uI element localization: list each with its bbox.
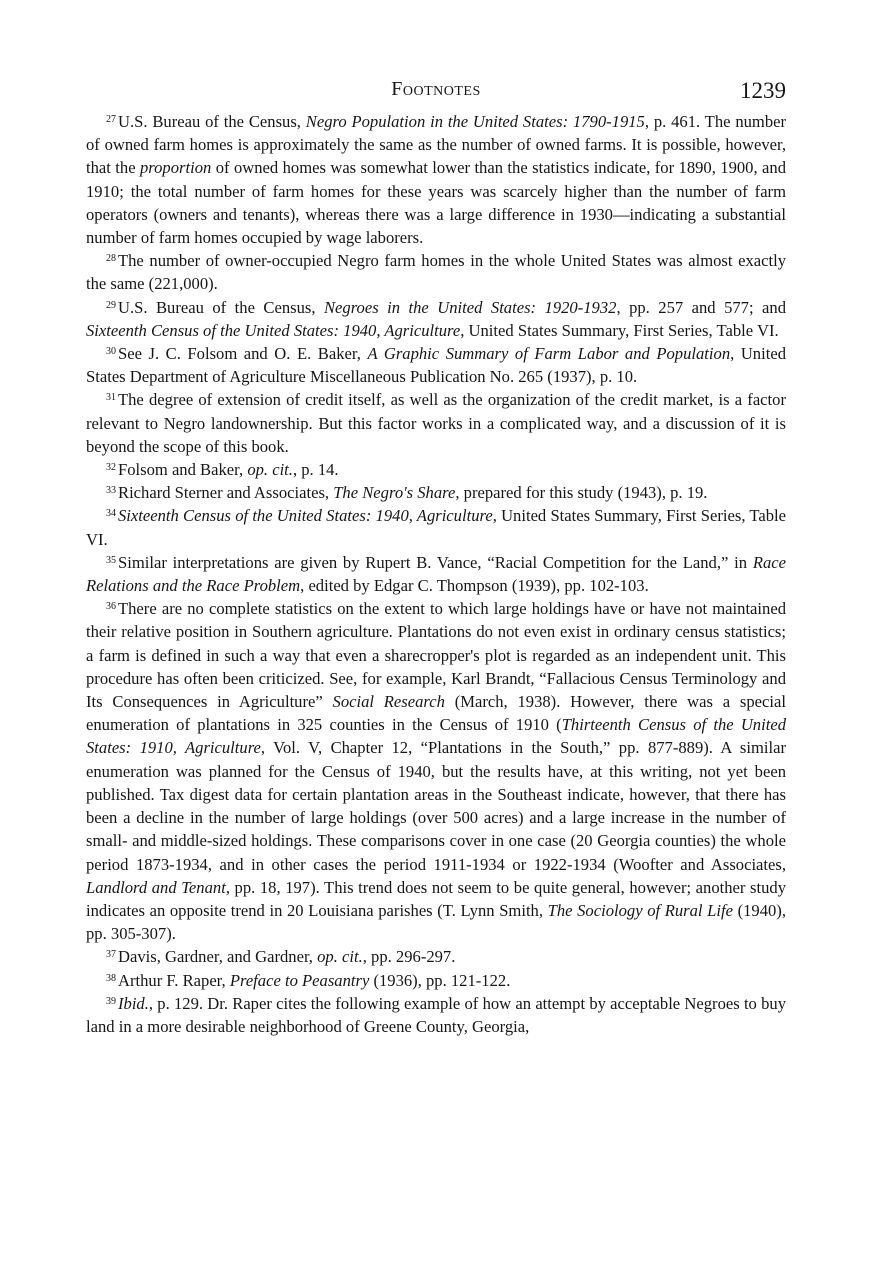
footnote-33 [86, 481, 786, 504]
italic-title: Sixteenth Census of the United States: 1940, Agriculture [118, 506, 493, 526]
italic-title: Thirteenth Census of the United States: 1910, Agriculture [86, 715, 786, 758]
footnote-text: U.S. Bureau of the Census, [118, 297, 324, 317]
footnote-37 [86, 945, 786, 968]
footnote-text: , pp. 257 and 577; and [616, 297, 787, 317]
footnote-text: U.S. Bureau of the Census, [118, 112, 306, 131]
footnote-34 [86, 504, 786, 550]
footnote-number: 38 [106, 972, 116, 984]
footnote-text: , prepared for this study (1943), p. 19. [455, 483, 708, 503]
document-page [86, 76, 786, 1038]
footnote-number: 39 [106, 995, 116, 1007]
footnote-text: Davis, Gardner, and Gardner, [118, 947, 318, 967]
footnote-text: , United States Summary, First Series, Table VI. [460, 320, 779, 340]
italic-title: The Negro's Share [333, 483, 456, 503]
footnote-35 [86, 551, 786, 597]
footnote-text: (1936), pp. 121-122. [369, 970, 511, 990]
footnote-30 [86, 342, 786, 388]
footnote-number: 33 [106, 485, 116, 497]
page-number: 1239 [740, 78, 786, 103]
footnote-text: , Vol. V, Chapter 12, “Plantations in the South,” pp. 877-889). A similar enumeration was planned for the Census of 1940, but the results have, at this writing, not yet been published. Tax digest data for certain plantation areas in the Southeast indicate, however, that there has been a decline in the number of large holdings (over 500 acres) and a large increase in the number of small- and middle-sized holdings. These comparisons cover in one case (20 Georgia counties) the whole period 1873-1934, and in other cases the period 1911-1934 or 1922-1934 (Woofter and Associates, [86, 738, 786, 874]
italic-title: Social Research [332, 692, 445, 712]
running-title: Footnotes [391, 78, 481, 100]
footnote-38 [86, 969, 786, 992]
footnote-number: 37 [106, 949, 116, 961]
footnote-number: 27 [106, 114, 116, 125]
footnote-number: 36 [106, 601, 116, 613]
footnote-32 [86, 458, 786, 481]
footnote-text: of owned homes was somewhat lower than the statistics indicate, for 1890, 1900, and 1910; the total number of farm homes for these years was scarcely higher than the number of farm operators (owners and tenants), whereas there was a large difference in 1930—indicating a substantial number of farm homes occupied by wage laborers. [86, 158, 786, 248]
footnote-text: Folsom and Baker, [118, 460, 248, 480]
footnote-text: See J. C. Folsom and O. E. Baker, [118, 344, 368, 364]
footnote-text: , p. 14. [292, 460, 339, 480]
italic-title: Negroes in the United States: 1920-1932 [323, 297, 617, 317]
footnote-text: (March, 1938). However, there was a special enumeration of plantations in 325 counties in the Census of 1910 ( [86, 692, 786, 735]
footnote-text: Richard Sterner and Associates, [118, 483, 334, 503]
footnote-text: The number of owner-occupied Negro farm homes in the whole United States was almost exactly the same (221,000). [86, 251, 786, 294]
footnote-text: , United States Summary, First Series, Table VI. [86, 506, 786, 549]
italic-title: op. cit. [317, 947, 363, 967]
footnote-text: Arthur F. Raper, [118, 970, 230, 990]
footnote-text: , edited by Edgar C. Thompson (1939), pp. 102-103. [300, 576, 649, 596]
footnote-36 [86, 597, 786, 945]
italic-title: A Graphic Summary of Farm Labor and Population [367, 344, 731, 364]
footnote-text: , pp. 18, 197). This trend does not seem to be quite general, however; another study indicates an opposite trend in 20 Louisiana parishes (T. Lynn Smith, [86, 877, 786, 920]
footnote-29 [86, 296, 786, 342]
footnote-27 [86, 110, 786, 249]
footnote-text: , United States Department of Agriculture Miscellaneous Publication No. 265 (1937), p. 10. [86, 344, 786, 387]
footnote-28 [86, 249, 786, 295]
footnote-text: Similar interpretations are given by Rupert B. Vance, “Racial Competition for the Land,” in [118, 552, 753, 572]
italic-title: Ibid. [118, 993, 149, 1013]
footnote-text: (1940), pp. 305-307). [86, 900, 786, 944]
italic-title: Sixteenth Census of the United States: 1940, Agriculture [86, 320, 461, 340]
footnote-number: 34 [106, 508, 116, 520]
footnote-31 [86, 388, 786, 458]
footnote-number: 29 [106, 299, 116, 311]
italic-title: Landlord and Tenant [86, 877, 226, 897]
italic-title: Preface to Peasantry [229, 970, 370, 990]
footnote-text: , p. 129. Dr. Raper cites the following example of how an attempt by acceptable Negroes to buy land in a more desirable neighborhood of Greene County, Georgia, [86, 993, 786, 1036]
footnotes-list [86, 110, 786, 1038]
footnote-39 [86, 992, 786, 1038]
italic-title: op. cit. [247, 460, 293, 480]
italic-title: Negro Population in the United States: 1790-1915 [305, 112, 645, 131]
footnote-text: , pp. 296-297. [362, 947, 456, 967]
footnote-number: 32 [106, 462, 116, 474]
footnote-text: , p. 461. The number of owned farm homes is approximately the same as the number of owned farms. It is possible, however, that the [86, 112, 787, 178]
footnote-number: 35 [106, 554, 116, 566]
footnote-number: 30 [106, 346, 116, 358]
footnote-text: There are no complete statistics on the extent to which large holdings have or have not maintained their relative position in Southern agriculture. Plantations do not even exist in ordinary census statistics; a farm is defined in such a way that even a sharecropper's plot is regarded as an independent unit. This procedure has often been criticized. See, for example, Karl Brandt, “Fallacious Census Terminology and Its Consequences in Agriculture” [86, 599, 786, 712]
page-header [86, 76, 786, 110]
footnote-number: 28 [106, 253, 116, 265]
footnote-text: The degree of extension of credit itself, as well as the organization of the credit market, is a factor relevant to Negro landownership. But this factor works in a complicated way, and a discussion of it is beyond the scope of this book. [86, 390, 786, 456]
italic-title: The Sociology of Rural Life [547, 900, 733, 920]
italic-title: Race Relations and the Race Problem [86, 552, 786, 596]
italic-title: proportion [139, 158, 212, 178]
footnote-number: 31 [106, 392, 116, 404]
